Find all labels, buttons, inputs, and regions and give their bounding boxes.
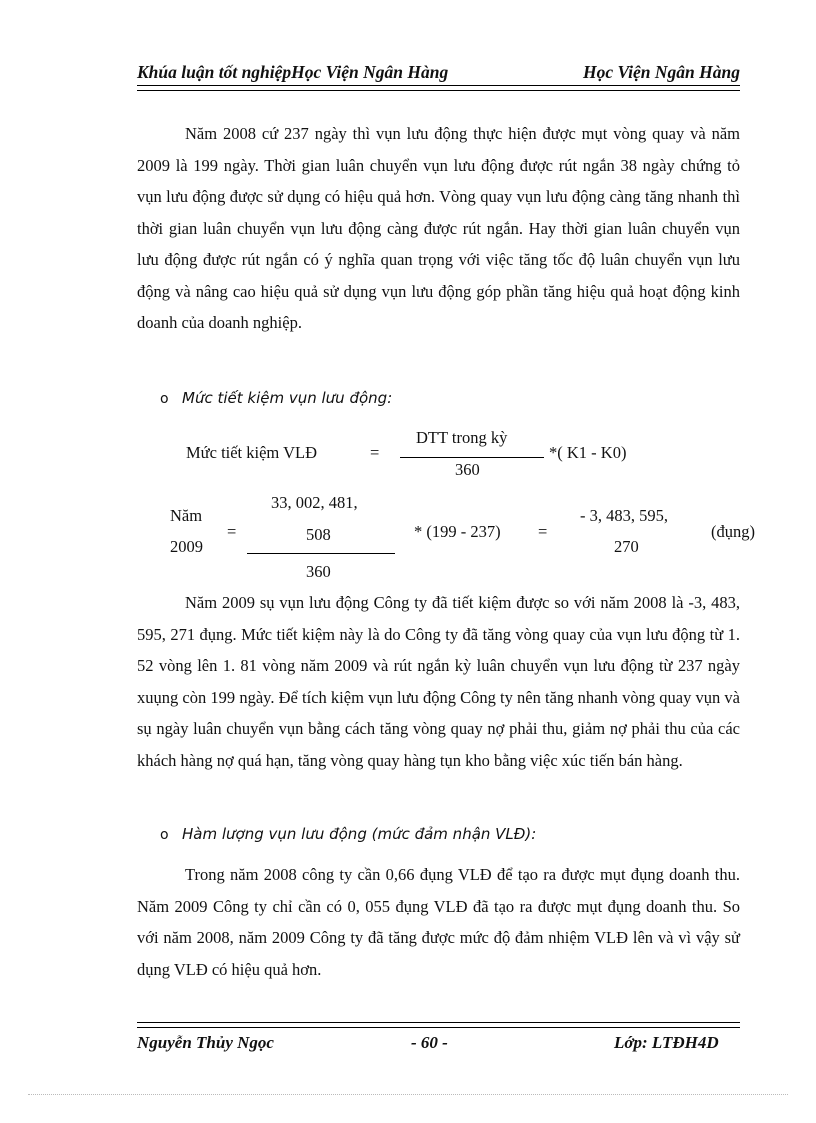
footer-class: Lớp: LTĐH4D — [614, 1033, 719, 1052]
paragraph-2 — [137, 587, 740, 776]
bullet-1-text: Mức tiết kiệm vụn lưu động: — [182, 389, 393, 407]
calc-result-2: 270 — [614, 537, 639, 556]
calc-equals-2: = — [538, 522, 548, 541]
bullet-circle-icon: o — [160, 827, 169, 843]
formula-denominator: 360 — [455, 460, 480, 479]
formula-tail: *( K1 - K0) — [549, 443, 627, 462]
calc-multiplier: * (199 - 237) — [414, 522, 501, 541]
calc-year-label-2: 2009 — [170, 537, 203, 556]
page-header — [137, 58, 740, 88]
formula-fraction-line — [400, 457, 544, 458]
calc-fraction-line — [247, 553, 395, 554]
formula-lhs: Mức tiết kiệm VLĐ — [186, 443, 317, 462]
header-left-text: Khúa luận tốt nghiệpHọc Viện Ngân Hàng — [137, 62, 449, 82]
calc-denominator: 360 — [306, 562, 331, 581]
calc-equals-1: = — [227, 522, 237, 541]
footer-page-number: - 60 - — [411, 1033, 448, 1052]
header-right-text: Học Viện Ngân Hàng — [582, 62, 740, 82]
paragraph-2-text: Năm 2009 sụ vụn lưu động Công ty đã tiết kiệm được so với năm 2008 là -3, 483, 595, 271 đụng. Mức tiết kiệm này là do Công ty đã tăng vòng quay của vụn lưu động từ 1. 52 vòng lên 1. 81 vòng năm 2009 và rút ngắn kỳ luân chuyển vụn lưu động từ 237 ngày xuụng còn 199 ngày. Để tích kiệm vụn lưu động Công ty nên tăng nhanh vòng quay vụn và sụ ngày luân chuyển vụn bằng cách tăng vòng quay nợ phải thu, giảm nợ phải thu của các khách hàng nợ quá hạn, tăng vòng quay hàng tụn kho bằng việc xúc tiến bán hàng. — [137, 593, 740, 770]
page-bottom-dotted-line — [28, 1094, 788, 1095]
paragraph-1-text: Năm 2008 cứ 237 ngày thì vụn lưu động thực hiện được mụt vòng quay và năm 2009 là 199 ngày. Thời gian luân chuyển vụn lưu động được rút ngắn 38 ngày chứng tỏ vụn lưu động được sử dụng có hiệu quả hơn. Vòng quay vụn lưu động càng tăng nhanh thì thời gian luân chuyển vụn lưu động càng được rút ngắn. Hay thời gian luân chuyển vụn lưu động được rút ngắn có ý nghĩa quan trọng với việc tăng tốc độ luân chuyển vụn lưu động và nâng cao hiệu quả sử dụng vụn lưu động góp phần tăng hiệu quả hoạt động kinh doanh của doanh nghiệp. — [137, 124, 740, 332]
paragraph-3-text: Trong năm 2008 công ty cần 0,66 đụng VLĐ để tạo ra được mụt đụng doanh thu. Năm 2009 Công ty chỉ cần có 0, 055 đụng VLĐ đã tạo ra được mụt đụng doanh thu. So với năm 2008, năm 2009 Công ty đã tăng được mức độ đảm nhiệm VLĐ lên và vì vậy sử dụng VLĐ có hiệu quả hơn. — [137, 865, 740, 979]
header-rule — [137, 85, 740, 91]
paragraph-3 — [137, 859, 740, 985]
footer-rule — [137, 1022, 740, 1028]
calc-result-1: - 3, 483, 595, — [580, 506, 668, 525]
calc-unit: (đụng) — [711, 522, 755, 541]
bullet-circle-icon: o — [160, 391, 169, 407]
paragraph-1 — [137, 118, 740, 339]
bullet-item-1 — [160, 388, 392, 408]
bullet-2-text: Hàm lượng vụn lưu động (mức đảm nhận VLĐ): — [182, 825, 537, 843]
calc-numerator-1: 33, 002, 481, — [271, 493, 358, 512]
footer-author: Nguyễn Thủy Ngọc — [137, 1033, 274, 1052]
formula-numerator: DTT trong kỳ — [416, 428, 508, 447]
calc-year-label-1: Năm — [170, 506, 203, 525]
formula-equals: = — [370, 443, 380, 462]
calc-numerator-2: 508 — [306, 525, 331, 544]
bullet-item-2 — [160, 824, 536, 844]
